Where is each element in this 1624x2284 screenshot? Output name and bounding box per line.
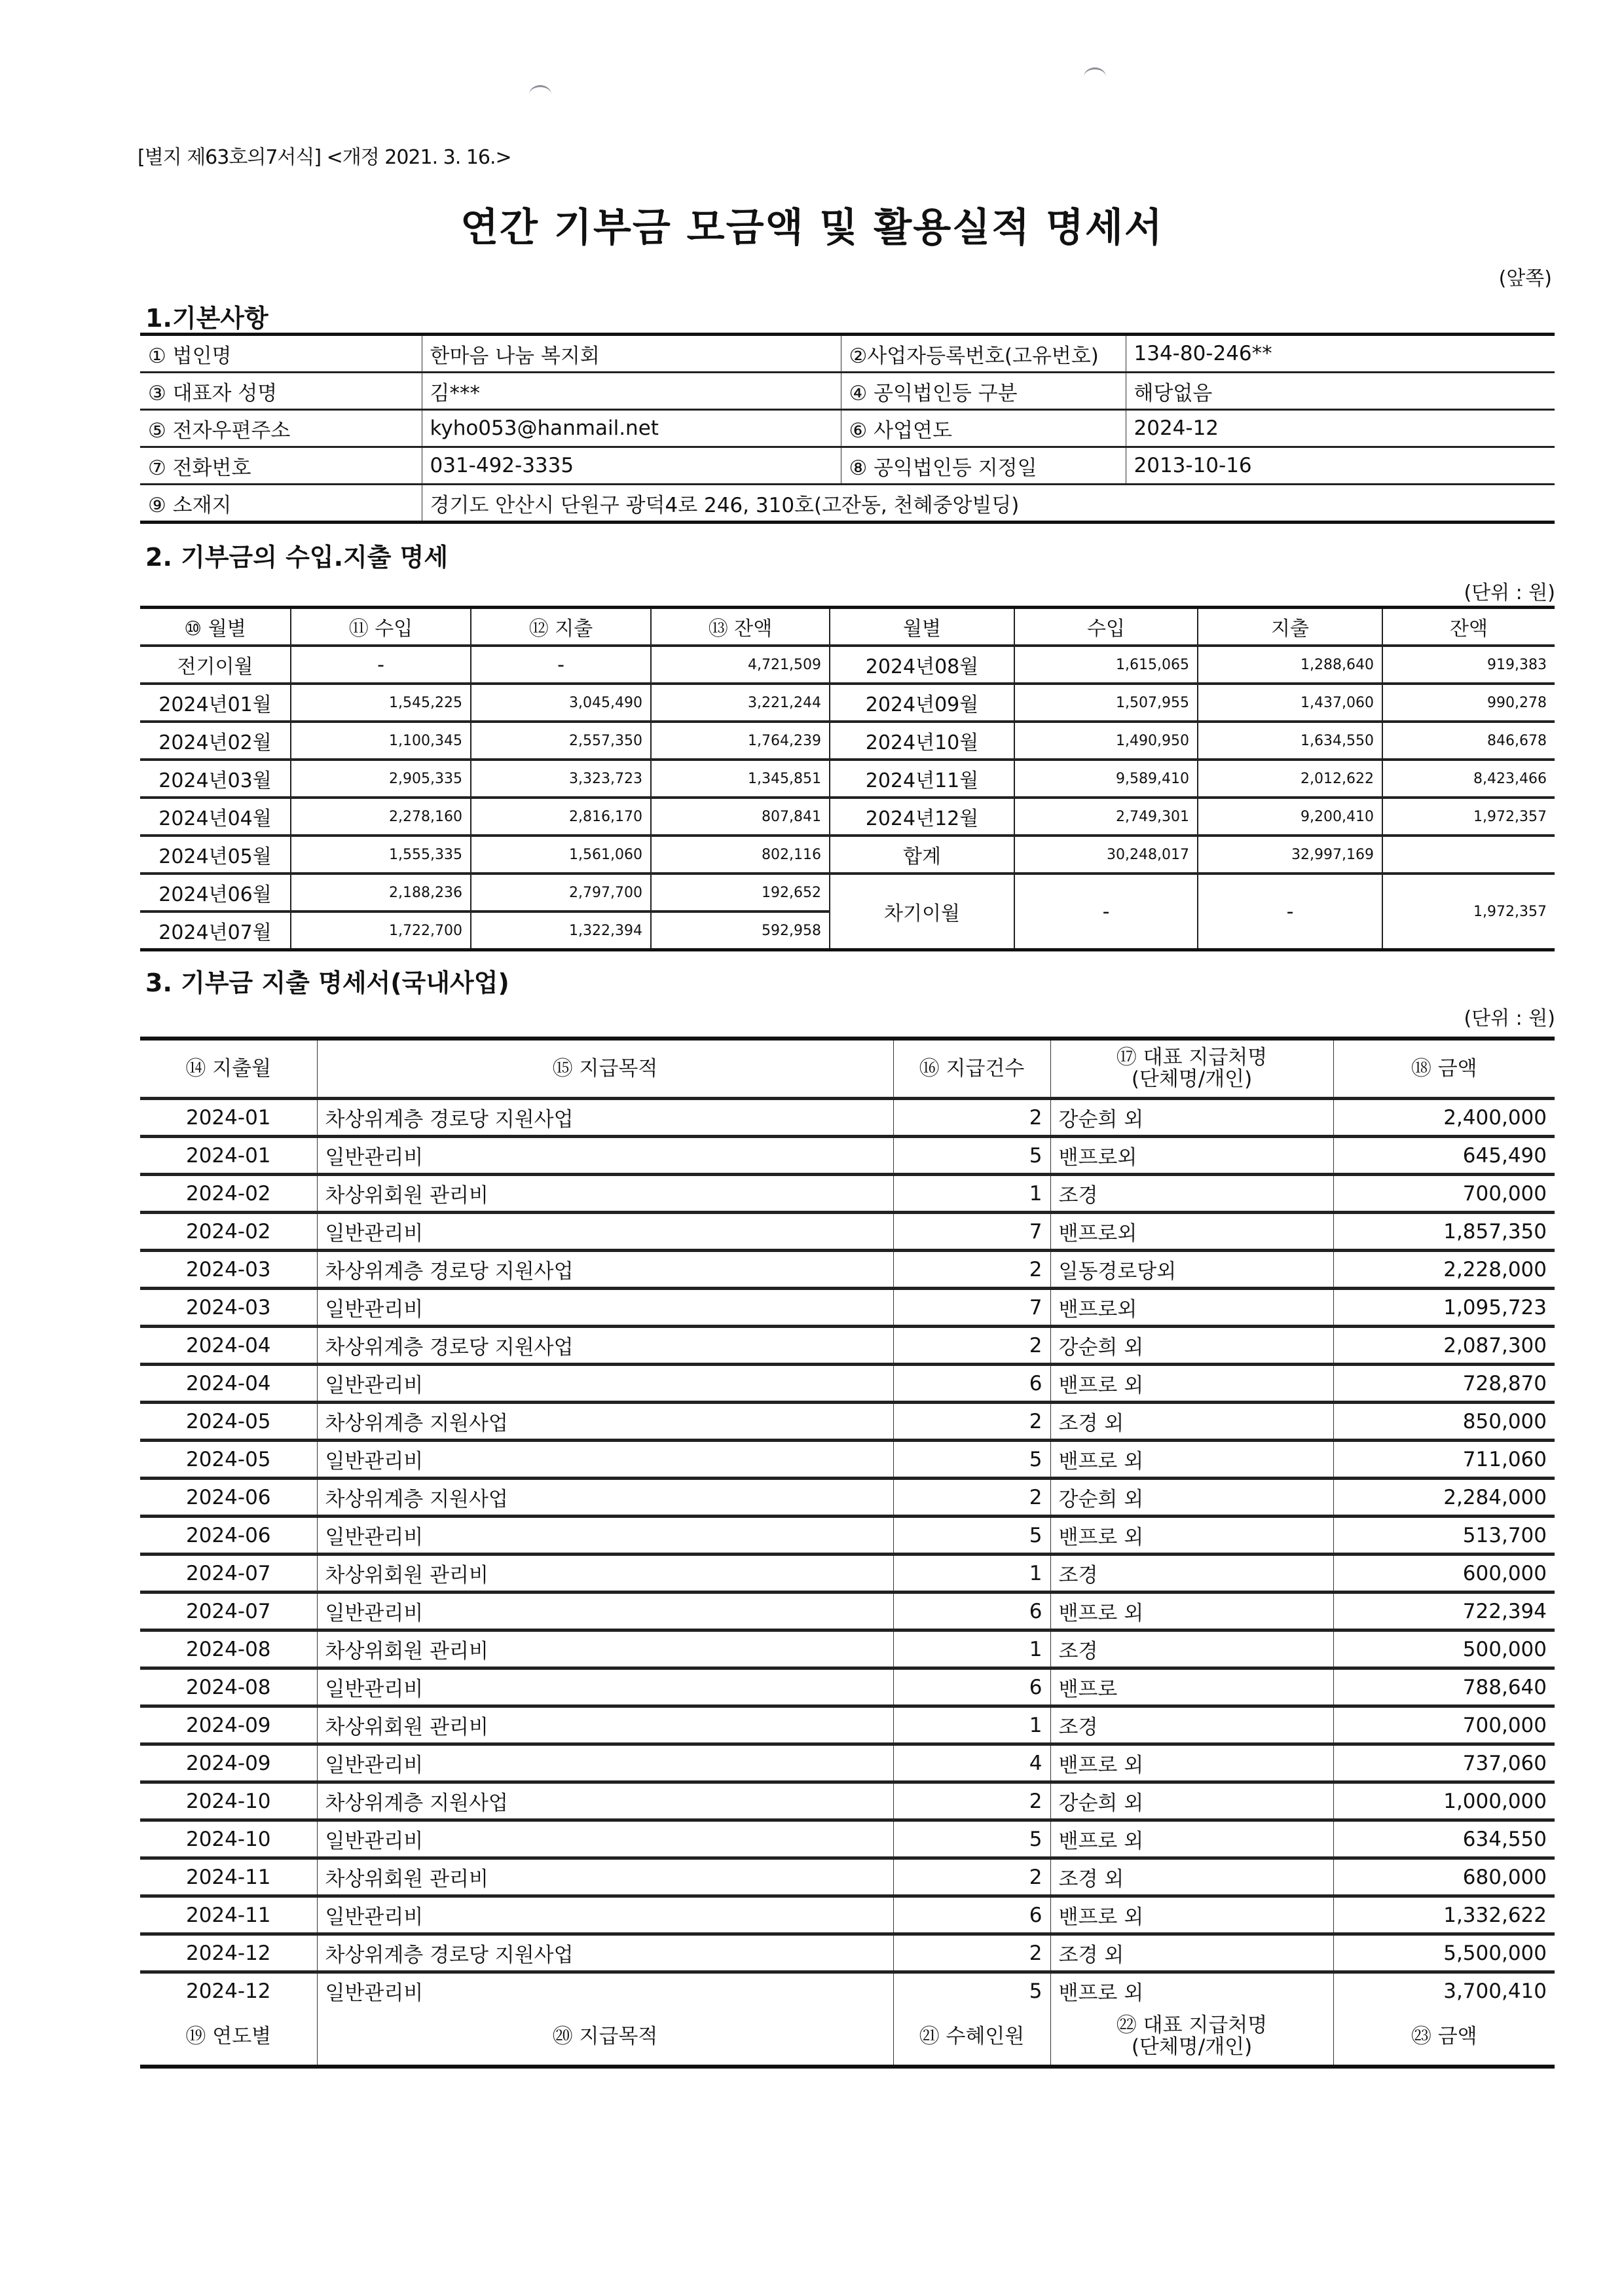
amount-cell: 2,087,300 — [1333, 1327, 1555, 1365]
section2-title: 2. 기부금의 수입.지출 명세 — [145, 543, 449, 572]
purpose-cell: 일반관리비 — [317, 1896, 893, 1934]
expense-cell: 2,012,622 — [1198, 760, 1382, 798]
purpose-cell: 차상위계층 경로당 지원사업 — [317, 1099, 893, 1137]
payee-cell: 밴프로외 — [1050, 1289, 1333, 1327]
count-cell: 7 — [893, 1213, 1050, 1251]
balance-cell — [1382, 836, 1555, 874]
amount-cell: 1,332,622 — [1333, 1896, 1555, 1934]
expense-cell: 32,997,169 — [1198, 836, 1382, 874]
payee-cell: 밴프로 외 — [1050, 1365, 1333, 1403]
month-cell: 2024년02월 — [140, 722, 291, 760]
count-cell: 5 — [893, 1137, 1050, 1175]
expense-cell: 9,200,410 — [1198, 798, 1382, 836]
carry-forward-balance: 1,972,357 — [1382, 874, 1555, 950]
amount-cell: 788,640 — [1333, 1668, 1555, 1706]
purpose-cell: 차상위계층 지원사업 — [317, 1782, 893, 1820]
month-cell: 2024-11 — [140, 1896, 317, 1934]
month-cell: 2024-07 — [140, 1555, 317, 1593]
header-month-right: 월별 — [830, 608, 1014, 646]
field-value: 031-492-3335 — [422, 447, 841, 485]
expense-row — [140, 1744, 1555, 1782]
income-cell: 1,100,345 — [291, 722, 471, 760]
count-cell: 1 — [893, 1555, 1050, 1593]
month-cell: 전기이월 — [140, 646, 291, 684]
header-count: ㉑ 수혜인원 — [893, 2008, 1050, 2067]
purpose-cell: 일반관리비 — [317, 1972, 893, 2009]
payee-cell: 밴프로 외 — [1050, 1972, 1333, 2009]
header-balance-right: 잔액 — [1382, 608, 1555, 646]
amount-cell: 700,000 — [1333, 1175, 1555, 1213]
count-cell: 6 — [893, 1593, 1050, 1630]
payee-cell: 밴프로 외 — [1050, 1896, 1333, 1934]
header-balance: ⑬ 잔액 — [651, 608, 830, 646]
field-value: 2013-10-16 — [1126, 447, 1555, 485]
expense-row — [140, 1441, 1555, 1479]
month-cell: 2024-08 — [140, 1668, 317, 1706]
expense-row — [140, 1289, 1555, 1327]
count-cell: 1 — [893, 1706, 1050, 1744]
amount-cell: 728,870 — [1333, 1365, 1555, 1403]
purpose-cell: 일반관리비 — [317, 1441, 893, 1479]
purpose-cell: 차상위회원 관리비 — [317, 1706, 893, 1744]
balance-cell: 1,764,239 — [651, 722, 830, 760]
income-cell: 9,589,410 — [1014, 760, 1198, 798]
header-payee — [1050, 2008, 1333, 2067]
amount-cell: 500,000 — [1333, 1630, 1555, 1668]
purpose-cell: 일반관리비 — [317, 1668, 893, 1706]
count-cell: 6 — [893, 1668, 1050, 1706]
payee-cell: 조경 — [1050, 1555, 1333, 1593]
amount-cell: 737,060 — [1333, 1744, 1555, 1782]
field-label: ③ 대표자 성명 — [140, 373, 422, 410]
month-cell: 2024년10월 — [830, 722, 1014, 760]
purpose-cell: 차상위회원 관리비 — [317, 1630, 893, 1668]
payee-cell: 강순희 외 — [1050, 1479, 1333, 1517]
income-expense-table — [140, 606, 1555, 951]
amount-cell: 2,284,000 — [1333, 1479, 1555, 1517]
header-payee-line1: ㉒ 대표 지급처명 — [1116, 2014, 1268, 2038]
balance-cell: 802,116 — [651, 836, 830, 874]
income-expense-row — [140, 646, 1555, 684]
field-label: ④ 공익법인등 구분 — [841, 373, 1126, 410]
expense-row — [140, 1555, 1555, 1593]
count-cell: 2 — [893, 1327, 1050, 1365]
expense-cell: 1,561,060 — [471, 836, 651, 874]
income-cell: - — [291, 646, 471, 684]
balance-cell: 4,721,509 — [651, 646, 830, 684]
amount-cell: 600,000 — [1333, 1555, 1555, 1593]
field-value: kyho053@hanmail.net — [422, 410, 841, 447]
balance-cell: 807,841 — [651, 798, 830, 836]
income-expense-row — [140, 684, 1555, 722]
expense-row — [140, 1479, 1555, 1517]
count-cell: 5 — [893, 1972, 1050, 2009]
count-cell: 2 — [893, 1479, 1050, 1517]
field-value: 2024-12 — [1126, 410, 1555, 447]
basic-info-table — [140, 333, 1555, 524]
month-cell: 2024-10 — [140, 1820, 317, 1858]
payee-cell: 밴프로 외 — [1050, 1441, 1333, 1479]
expense-cell: 2,816,170 — [471, 798, 651, 836]
expense-row — [140, 1706, 1555, 1744]
expense-row — [140, 1403, 1555, 1441]
expense-row — [140, 1213, 1555, 1251]
purpose-cell: 차상위계층 경로당 지원사업 — [317, 1251, 893, 1289]
header-amount: ㉓ 금액 — [1333, 2008, 1555, 2067]
count-cell: 5 — [893, 1441, 1050, 1479]
field-value: 한마음 나눔 복지회 — [422, 335, 841, 373]
section3-unit: (단위 : 원) — [1464, 1007, 1555, 1030]
expense-row — [140, 1251, 1555, 1289]
field-label: ① 법인명 — [148, 344, 232, 368]
form-number: [별지 제63호의7서식] <개정 2021. 3. 16.> — [138, 146, 511, 169]
income-expense-row — [140, 760, 1555, 798]
income-cell: 1,490,950 — [1014, 722, 1198, 760]
header-amount: ⑱ 금액 — [1333, 1039, 1555, 1099]
purpose-cell: 일반관리비 — [317, 1744, 893, 1782]
amount-cell: 5,500,000 — [1333, 1934, 1555, 1972]
field-label: ⑤ 전자우편주소 — [140, 410, 422, 447]
count-cell: 2 — [893, 1251, 1050, 1289]
expense-cell: 3,323,723 — [471, 760, 651, 798]
payee-cell: 조경 — [1050, 1630, 1333, 1668]
purpose-cell: 차상위계층 경로당 지원사업 — [317, 1934, 893, 1972]
field-label: ⑥ 사업연도 — [841, 410, 1126, 447]
payee-cell: 밴프로 외 — [1050, 1744, 1333, 1782]
expense-row — [140, 1668, 1555, 1706]
month-cell: 2024-05 — [140, 1441, 317, 1479]
purpose-cell: 차상위회원 관리비 — [317, 1175, 893, 1213]
purpose-cell: 일반관리비 — [317, 1820, 893, 1858]
income-cell: 1,507,955 — [1014, 684, 1198, 722]
address-label: ⑨ 소재지 — [140, 485, 422, 523]
month-cell: 2024년08월 — [830, 646, 1014, 684]
payee-cell: 조경 — [1050, 1175, 1333, 1213]
income-expense-row — [140, 836, 1555, 874]
count-cell: 2 — [893, 1782, 1050, 1820]
month-cell: 2024-03 — [140, 1289, 317, 1327]
month-cell: 2024-02 — [140, 1175, 317, 1213]
header-expense-right: 지출 — [1198, 608, 1382, 646]
payee-cell: 밴프로 외 — [1050, 1593, 1333, 1630]
income-cell: 2,749,301 — [1014, 798, 1198, 836]
expense-row — [140, 1820, 1555, 1858]
balance-cell: 1,345,851 — [651, 760, 830, 798]
income-cell: 1,545,225 — [291, 684, 471, 722]
month-cell: 합계 — [830, 836, 1014, 874]
month-cell: 2024-01 — [140, 1099, 317, 1137]
amount-cell: 634,550 — [1333, 1820, 1555, 1858]
carry-forward-expense: - — [1198, 874, 1382, 950]
month-cell: 2024년12월 — [830, 798, 1014, 836]
count-cell: 6 — [893, 1365, 1050, 1403]
income-cell: 2,905,335 — [291, 760, 471, 798]
basic-info-row — [140, 373, 1555, 410]
month-cell: 2024년01월 — [140, 684, 291, 722]
month-cell: 2024-02 — [140, 1213, 317, 1251]
balance-cell: 192,652 — [651, 874, 830, 912]
payee-cell: 밴프로외 — [1050, 1213, 1333, 1251]
expense-table-header — [140, 1039, 1555, 1099]
purpose-cell: 차상위계층 경로당 지원사업 — [317, 1327, 893, 1365]
payee-cell: 조경 외 — [1050, 1858, 1333, 1896]
count-cell: 5 — [893, 1517, 1050, 1555]
amount-cell: 700,000 — [1333, 1706, 1555, 1744]
count-cell: 4 — [893, 1744, 1050, 1782]
count-cell: 1 — [893, 1630, 1050, 1668]
purpose-cell: 일반관리비 — [317, 1137, 893, 1175]
month-cell: 2024-07 — [140, 1593, 317, 1630]
expense-row — [140, 1934, 1555, 1972]
month-cell: 2024년03월 — [140, 760, 291, 798]
field-value: 134-80-246** — [1126, 335, 1555, 373]
expense-row — [140, 1972, 1555, 2009]
expense-row — [140, 1365, 1555, 1403]
expense-row — [140, 1593, 1555, 1630]
month-cell: 2024-08 — [140, 1630, 317, 1668]
basic-info-row — [140, 447, 1555, 485]
count-cell: 2 — [893, 1099, 1050, 1137]
section2-unit: (단위 : 원) — [1464, 581, 1555, 604]
page-side-label: (앞쪽) — [1498, 267, 1552, 290]
count-cell: 6 — [893, 1896, 1050, 1934]
month-cell: 2024년11월 — [830, 760, 1014, 798]
expense-cell: 1,634,550 — [1198, 722, 1382, 760]
field-label: ②사업자등록번호(고유번호) — [841, 335, 1126, 373]
header-income-right: 수입 — [1014, 608, 1198, 646]
amount-cell: 850,000 — [1333, 1403, 1555, 1441]
month-cell: 2024년09월 — [830, 684, 1014, 722]
month-cell: 2024-09 — [140, 1706, 317, 1744]
punch-hole-mark — [529, 85, 551, 104]
balance-cell: 8,423,466 — [1382, 760, 1555, 798]
document-title: 연간 기부금 모금액 및 활용실적 명세서 — [460, 205, 1164, 251]
amount-cell: 513,700 — [1333, 1517, 1555, 1555]
amount-cell: 2,228,000 — [1333, 1251, 1555, 1289]
balance-cell: 846,678 — [1382, 722, 1555, 760]
purpose-cell: 차상위계층 지원사업 — [317, 1403, 893, 1441]
month-cell: 2024-10 — [140, 1782, 317, 1820]
carry-forward-label: 차기이월 — [830, 874, 1014, 950]
month-cell: 2024-01 — [140, 1137, 317, 1175]
income-expense-row — [140, 722, 1555, 760]
month-cell: 2024-12 — [140, 1934, 317, 1972]
domestic-expense-table — [140, 1037, 1555, 2069]
purpose-cell: 일반관리비 — [317, 1289, 893, 1327]
header-expense: ⑫ 지출 — [471, 608, 651, 646]
basic-info-row — [140, 410, 1555, 447]
expense-cell: 1,288,640 — [1198, 646, 1382, 684]
count-cell: 2 — [893, 1934, 1050, 1972]
purpose-cell: 일반관리비 — [317, 1593, 893, 1630]
month-cell: 2024-06 — [140, 1517, 317, 1555]
expense-row — [140, 1517, 1555, 1555]
expense-row — [140, 1782, 1555, 1820]
payee-cell: 조경 외 — [1050, 1403, 1333, 1441]
expense-cell: - — [471, 646, 651, 684]
header-count: ⑯ 지급건수 — [893, 1039, 1050, 1099]
income-cell: 1,615,065 — [1014, 646, 1198, 684]
month-cell: 2024-11 — [140, 1858, 317, 1896]
expense-cell: 2,797,700 — [471, 874, 651, 912]
balance-cell: 1,972,357 — [1382, 798, 1555, 836]
punch-hole-mark — [1084, 67, 1106, 86]
header-payee-line1: ⑰ 대표 지급처명 — [1116, 1046, 1268, 1070]
payee-cell: 밴프로외 — [1050, 1137, 1333, 1175]
balance-cell: 919,383 — [1382, 646, 1555, 684]
amount-cell: 1,857,350 — [1333, 1213, 1555, 1251]
income-cell: 2,188,236 — [291, 874, 471, 912]
expense-row — [140, 1858, 1555, 1896]
purpose-cell: 차상위회원 관리비 — [317, 1555, 893, 1593]
field-value: 해당없음 — [1126, 373, 1555, 410]
payee-cell: 밴프로 외 — [1050, 1517, 1333, 1555]
payee-cell: 강순희 외 — [1050, 1782, 1333, 1820]
count-cell: 2 — [893, 1858, 1050, 1896]
month-cell: 2024-12 — [140, 1972, 317, 2009]
section1-title: 1.기본사항 — [145, 304, 268, 333]
balance-cell: 990,278 — [1382, 684, 1555, 722]
amount-cell: 3,700,410 — [1333, 1972, 1555, 2009]
month-cell: 2024년07월 — [140, 912, 291, 950]
count-cell: 2 — [893, 1403, 1050, 1441]
month-cell: 2024-05 — [140, 1403, 317, 1441]
purpose-cell: 일반관리비 — [317, 1517, 893, 1555]
purpose-cell: 차상위회원 관리비 — [317, 1858, 893, 1896]
income-expense-row — [140, 874, 1555, 912]
expense-row — [140, 1327, 1555, 1365]
count-cell: 1 — [893, 1175, 1050, 1213]
amount-cell: 711,060 — [1333, 1441, 1555, 1479]
amount-cell: 2,400,000 — [1333, 1099, 1555, 1137]
payee-cell: 강순희 외 — [1050, 1099, 1333, 1137]
payee-cell: 조경 외 — [1050, 1934, 1333, 1972]
payee-cell: 일동경로당외 — [1050, 1251, 1333, 1289]
month-cell: 2024-06 — [140, 1479, 317, 1517]
month-cell: 2024년05월 — [140, 836, 291, 874]
purpose-cell: 일반관리비 — [317, 1213, 893, 1251]
count-cell: 7 — [893, 1289, 1050, 1327]
expense-row — [140, 1175, 1555, 1213]
month-cell: 2024-03 — [140, 1251, 317, 1289]
month-cell: 2024년06월 — [140, 874, 291, 912]
month-cell: 2024-04 — [140, 1327, 317, 1365]
field-label: ⑦ 전화번호 — [140, 447, 422, 485]
yearly-table-header — [140, 2008, 1555, 2067]
header-month: ⑭ 지출월 — [185, 1056, 272, 1080]
payee-cell: 밴프로 — [1050, 1668, 1333, 1706]
month-cell: 2024년04월 — [140, 798, 291, 836]
header-month: ⑲ 연도별 — [185, 2024, 272, 2048]
income-expense-row — [140, 798, 1555, 836]
address-row — [140, 485, 1555, 523]
expense-row — [140, 1137, 1555, 1175]
address-value: 경기도 안산시 단원구 광덕4로 246, 310호(고잔동, 천혜중앙빌딩) — [422, 485, 1555, 523]
month-cell: 2024-04 — [140, 1365, 317, 1403]
payee-cell: 조경 — [1050, 1706, 1333, 1744]
balance-cell: 592,958 — [651, 912, 830, 950]
header-purpose: ⑮ 지급목적 — [317, 1039, 893, 1099]
section3-title: 3. 기부금 지출 명세서(국내사업) — [145, 968, 509, 997]
month-cell: 2024-09 — [140, 1744, 317, 1782]
purpose-cell: 일반관리비 — [317, 1365, 893, 1403]
expense-row — [140, 1896, 1555, 1934]
amount-cell: 680,000 — [1333, 1858, 1555, 1896]
amount-cell: 722,394 — [1333, 1593, 1555, 1630]
income-cell: 1,555,335 — [291, 836, 471, 874]
expense-row — [140, 1099, 1555, 1137]
expense-row — [140, 1630, 1555, 1668]
field-label: ⑧ 공익법인등 지정일 — [841, 447, 1126, 485]
carry-forward-income: - — [1014, 874, 1198, 950]
income-cell: 30,248,017 — [1014, 836, 1198, 874]
field-value: 김*** — [422, 373, 841, 410]
payee-cell: 밴프로 외 — [1050, 1820, 1333, 1858]
header-month: ⑩ 월별 — [184, 617, 246, 640]
header-income: ⑪ 수입 — [291, 608, 471, 646]
header-purpose: ⑳ 지급목적 — [317, 2008, 893, 2067]
header-payee-line2: (단체명/개인) — [1131, 1067, 1253, 1091]
expense-cell: 1,437,060 — [1198, 684, 1382, 722]
amount-cell: 1,095,723 — [1333, 1289, 1555, 1327]
count-cell: 5 — [893, 1820, 1050, 1858]
income-cell: 1,722,700 — [291, 912, 471, 950]
balance-cell: 3,221,244 — [651, 684, 830, 722]
expense-cell: 2,557,350 — [471, 722, 651, 760]
income-cell: 2,278,160 — [291, 798, 471, 836]
header-payee — [1050, 1039, 1333, 1099]
amount-cell: 645,490 — [1333, 1137, 1555, 1175]
expense-cell: 1,322,394 — [471, 912, 651, 950]
income-expense-header — [140, 608, 1555, 646]
purpose-cell: 차상위계층 지원사업 — [317, 1479, 893, 1517]
payee-cell: 강순희 외 — [1050, 1327, 1333, 1365]
expense-cell: 3,045,490 — [471, 684, 651, 722]
amount-cell: 1,000,000 — [1333, 1782, 1555, 1820]
basic-info-row — [140, 335, 1555, 373]
header-payee-line2: (단체명/개인) — [1131, 2035, 1253, 2059]
